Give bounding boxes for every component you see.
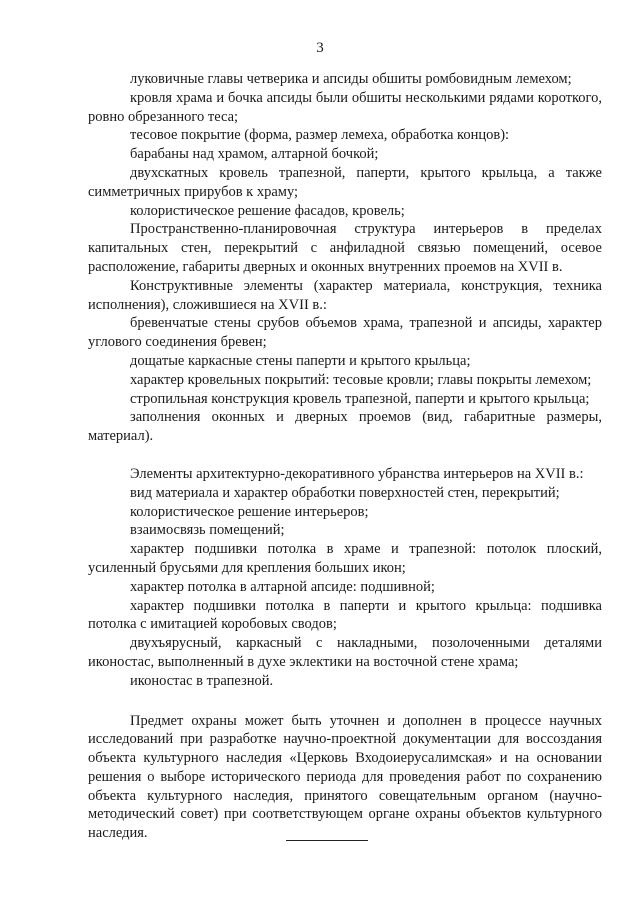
section-heading: Элементы архитектурно-декоративного убранства интерьеров на XVII в.:	[130, 465, 584, 482]
paragraph: характер потолка в алтарной апсиде: подшивной;	[130, 578, 435, 595]
paragraph: Пространственно-планировочная структура интерьеров в пределах капитальных стен, перекрытий с анфиладной связью помещений, осевое расположение, габариты дверных и оконных внутренних проемов на XVII в.	[88, 221, 602, 275]
paragraph: стропильная конструкция кровель трапезной, паперти и крытого крыльца;	[130, 390, 590, 407]
paragraph: колористическое решение фасадов, кровель;	[130, 202, 405, 219]
paragraph: взаимосвязь помещений;	[130, 522, 285, 539]
paragraph: бревенчатые стены срубов объемов храма, трапезной и апсиды, характер углового соединения бревен;	[88, 315, 602, 351]
paragraph: дощатые каркасные стены паперти и крытого крыльца;	[130, 352, 471, 369]
paragraph: характер подшивки потолка в паперти и крытого крыльца: подшивка потолка с имитацией коробовых сводов;	[88, 597, 602, 633]
paragraph: характер подшивки потолка в храме и трапезной: потолок плоский, усиленный брусьями для крепления больших икон;	[88, 541, 602, 576]
paragraph: тесовое покрытие (форма, размер лемеха, обработка концов):	[130, 127, 510, 144]
paragraph: барабаны над храмом, алтарной бочкой;	[130, 146, 379, 163]
paragraph: двухскатных кровель трапезной, паперти, крытого крыльца, а также симметричных прирубов к храму;	[88, 164, 602, 200]
document-body	[88, 70, 602, 843]
paragraph: вид материала и характер обработки поверхностей стен, перекрытий;	[130, 484, 560, 501]
paragraph: иконостас в трапезной.	[130, 672, 274, 689]
paragraph: Конструктивные элементы (характер материала, конструкция, техника исполнения), сложившиеся на XVII в.:	[88, 277, 602, 313]
closing-paragraph: Предмет охраны может быть уточнен и дополнен в процессе научных исследований при разработке научно-проектной документации для воссоздания объекта культурного наследия «Церковь Входоиерусалимская» и на основании решения о выборе исторического периода для проведения работ по сохранению объекта культурного наследия, принятого совещательным органом (научно-методический совет) при соответствующем органе охраны объектов культурного наследия.	[88, 712, 602, 842]
paragraph: кровля храма и бочка апсиды были обшиты несколькими рядами короткого, ровно обрезанного теса;	[88, 89, 602, 125]
paragraph: заполнения оконных и дверных проемов (вид, габаритные размеры, материал).	[88, 409, 602, 445]
end-separator-line	[286, 840, 368, 841]
page-number: 3	[316, 40, 324, 56]
paragraph: колористическое решение интерьеров;	[130, 503, 369, 520]
paragraph: двухъярусный, каркасный с накладными, позолоченными деталями иконостас, выполненный в духе эклектики на восточной стене храма;	[88, 635, 602, 670]
paragraph: луковичные главы четверика и апсиды обшиты ромбовидным лемехом;	[130, 71, 572, 87]
paragraph: характер кровельных покрытий: тесовые кровли; главы покрыты лемехом;	[130, 371, 592, 388]
